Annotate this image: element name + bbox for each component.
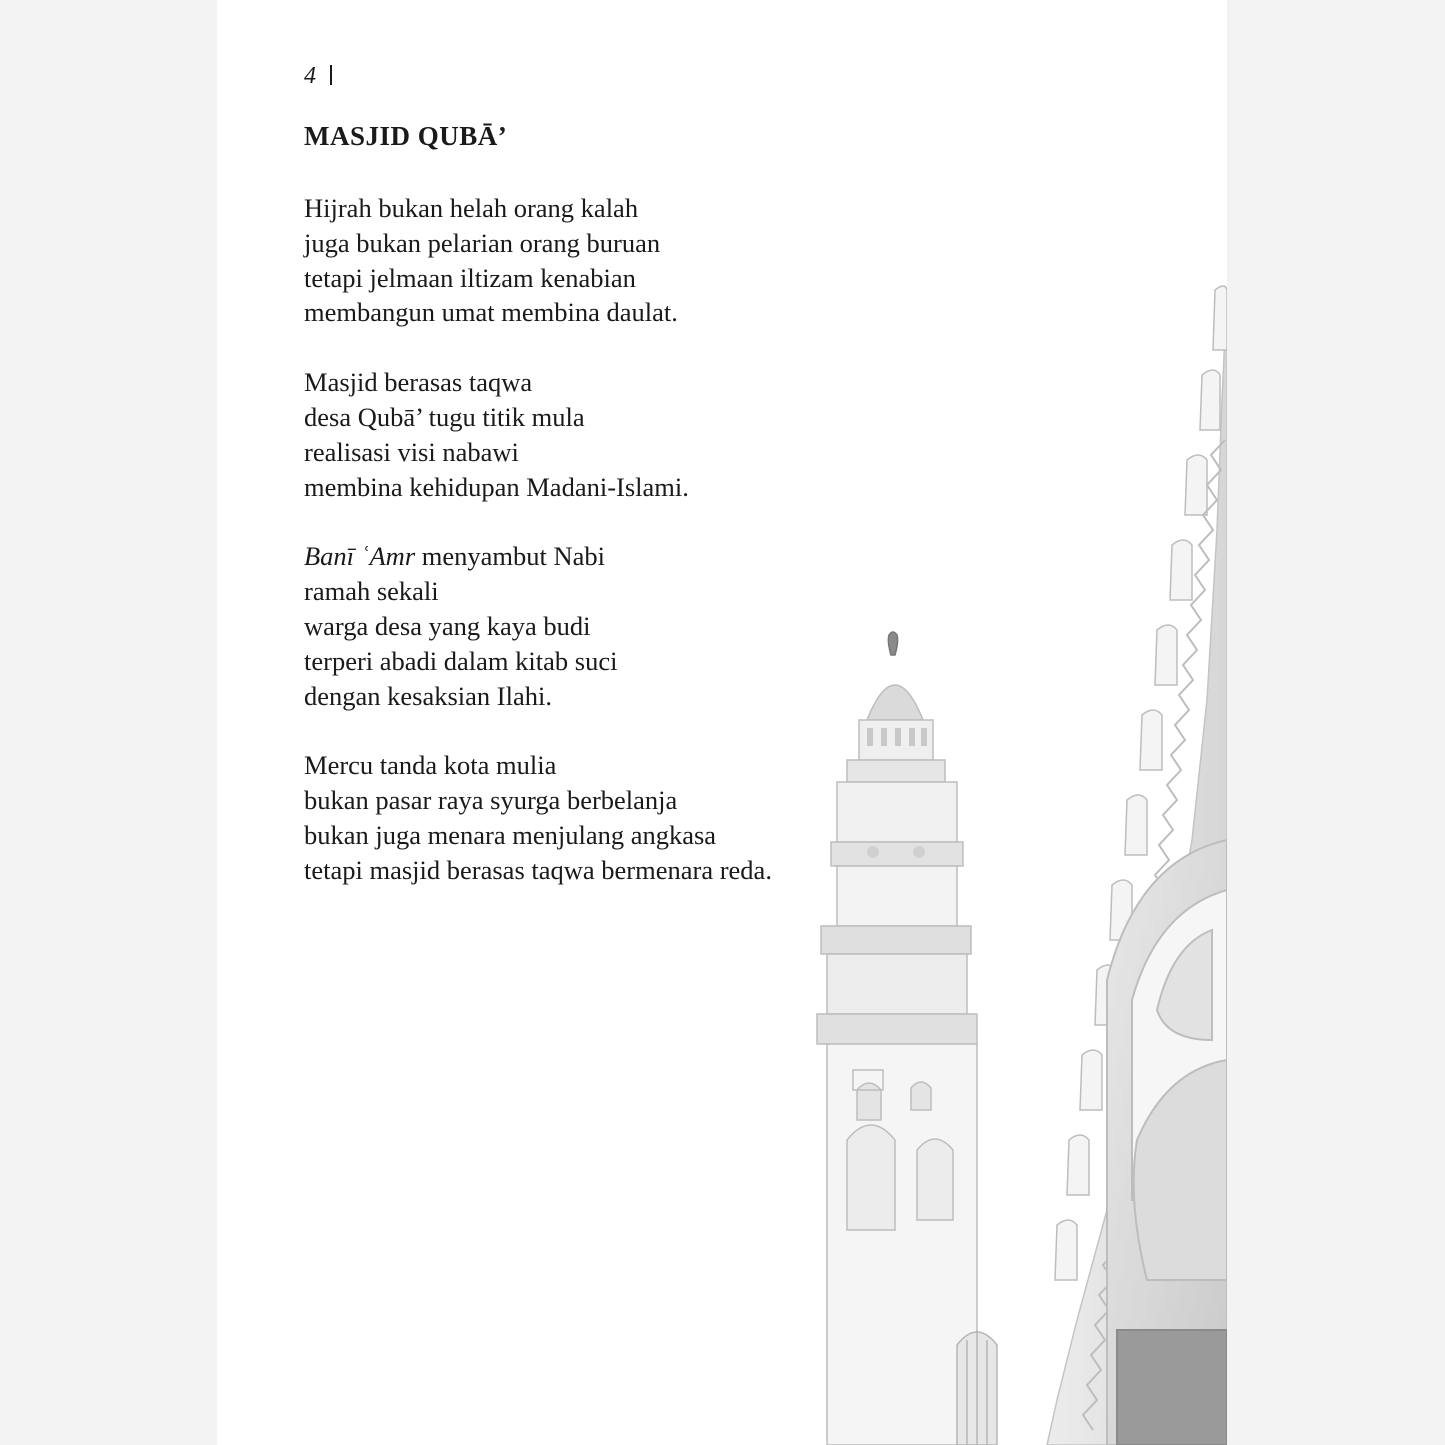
- poem-line: Masjid berasas taqwa: [304, 367, 533, 398]
- poem-line: terperi abadi dalam kitab suci: [304, 645, 618, 676]
- poem-line-mixed: [304, 539, 1004, 574]
- poem-line: ramah sekali: [304, 576, 439, 607]
- poem-line: bukan juga menara menjulang angkasa: [304, 819, 717, 850]
- italic-phrase: Banī ʿAmr: [304, 541, 416, 572]
- poem-line: tetapi masjid berasas taqwa bermenara reda.: [304, 854, 772, 885]
- stanza-1: [304, 191, 1004, 330]
- poem-line: realisasi visi nabawi: [304, 436, 519, 467]
- stanza-4: [304, 748, 1004, 887]
- arch: [1107, 840, 1227, 1445]
- poem-line: membangun umat membina daulat.: [304, 297, 678, 328]
- poem-line: Hijrah bukan helah orang kalah: [304, 193, 639, 223]
- poem-line: warga desa yang kaya budi: [304, 610, 591, 641]
- poem-line: juga bukan pelarian orang buruan: [304, 227, 661, 258]
- poem-line: Mercu tanda kota mulia: [304, 750, 557, 781]
- poem-text-column: [304, 56, 1004, 888]
- stanza-2: [304, 365, 1004, 504]
- poem-line: bukan pasar raya syurga berbelanja: [304, 785, 678, 816]
- book-page: [217, 0, 1227, 1445]
- line-rest: menyambut Nabi: [415, 541, 606, 572]
- poem-line: tetapi jelmaan iltizam kenabian: [304, 262, 636, 293]
- poem-line: membina kehidupan Madani-Islami.: [304, 471, 689, 502]
- page-number: [304, 56, 1004, 96]
- page-number-divider: [330, 65, 332, 85]
- poem-line: dengan kesaksian Ilahi.: [304, 680, 552, 711]
- poem-line: desa Qubā’ tugu titik mula: [304, 401, 585, 432]
- lattice-window: [957, 1330, 997, 1445]
- poem-title: MASJID QUBĀ’: [304, 121, 508, 151]
- page-number-value: 4: [304, 63, 316, 89]
- stanza-3: [304, 539, 1004, 713]
